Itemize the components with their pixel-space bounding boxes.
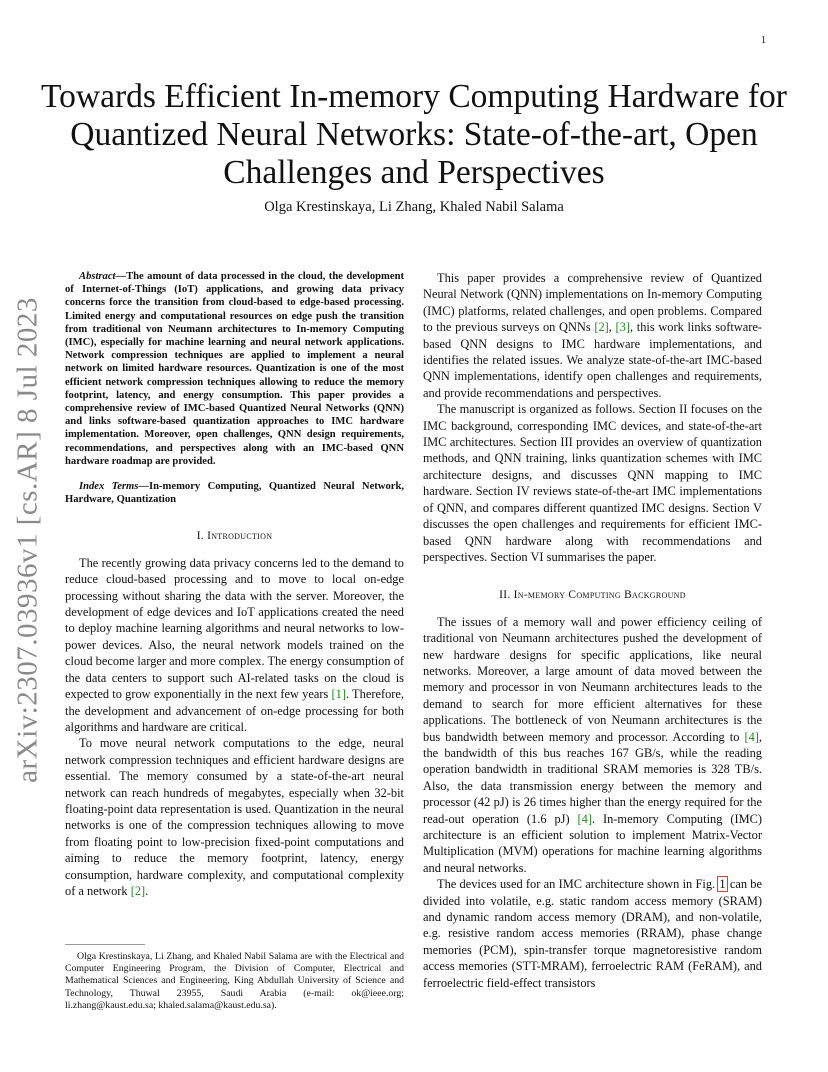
- overview-paragraph: [423, 270, 762, 401]
- citation-link[interactable]: [1]: [331, 687, 346, 702]
- author-list: Olga Krestinskaya, Li Zhang, Khaled Nabil Salama: [264, 199, 564, 215]
- intro-p1-text: The recently growing data privacy concerns led to the demand to reduce cloud-based processing and to move to local on-edge processing without sharing the data with the server. Moreover, the development of edge devices and IoT applications created the need to deploy machine learning algorithms and neural networks to low-power devices. Also, the neural network models trained on the cloud become larger and more complex. The energy consumption of the data centers to support such AI-related tasks on the cloud is expected to grow exponentially in the next few years: [65, 555, 404, 702]
- right-column: [423, 270, 762, 991]
- footnote-text: Olga Krestinskaya, Li Zhang, and Khaled Nabil Salama are with the Electrical and Computer Engineering Program, the Division of Computer, Electrical and Mathematical Sciences and Engineering, King Abdullah University of Science and Technology, Thuwal 23955, Saudi Arabia (e-mail: ok@ieee.org; li.zhang@kaust.edu.sa; khaled.salama@kaust.edu.sa).: [65, 951, 404, 1011]
- arxiv-stamp: [8, 290, 48, 790]
- arxiv-stamp-text: arXiv:2307.03936v1 [cs.AR] 8 Jul 2023: [11, 297, 44, 783]
- footnote-divider: [65, 944, 145, 945]
- organization-paragraph: The manuscript is organized as follows. Section II focuses on the IMC background, corresponding IMC devices, and state-of-the-art IMC architectures. Section III provides an overview of quantization methods, and QNN training, links quantization schemes with IMC architecture designs, and discusses QNN mapping to IMC hardware. Section IV reviews state-of-the-art IMC implementations of QNN, and compares different quantized IMC designs. Section V discusses the open challenges and requirements for efficient IMC-based QNN hardware along with recommendations and perspectives. Section VI summarises the paper.: [423, 402, 762, 564]
- index-terms-text: —In-memory Computing, Quantized Neural Network, Hardware, Quantization: [65, 481, 404, 506]
- abstract-label: Abstract: [79, 271, 116, 282]
- intro-paragraph-1: [65, 555, 404, 735]
- citation-link[interactable]: [3]: [615, 320, 630, 335]
- figure-reference-link[interactable]: 1: [719, 877, 726, 892]
- citation-link[interactable]: [4]: [577, 811, 592, 826]
- intro-p2-text: To move neural network computations to the edge, neural network compression techniques and efficient hardware designs are essential. The memory consumed by a state-of-the-art neural network can reach hundreds of megabytes, especially when 32-bit floating-point data representation is used. Quantization in the neural networks is one of the compression techniques allowing to move from floating point to low-precision fixed-point computations and aiming to reduce the memory footprint, latency, energy consumption, hardware complexity, and computational complexity of a network: [65, 736, 404, 898]
- citation-link[interactable]: [2]: [130, 883, 146, 898]
- overview-text-end: , this work links software-based QNN designs to IMC hardware implementations, and identifies the related issues. We analyze state-of-the-art IMC-based QNN implementations, identify open challenges and requirements, and provide recommendations and perspectives.: [423, 320, 762, 400]
- intro-p1-text-end: . Therefore, the development and advancement of on-edge processing for both algorithms and hardware are critical.: [65, 687, 404, 734]
- affiliation-footnote: [65, 951, 404, 1012]
- imc-p2-text: The devices used for an IMC architecture shown in Fig.: [437, 877, 719, 892]
- paper-title: Towards Efficient In-memory Computing Hardware for Quantized Neural Networks: State-of-the-art, Open Challenges and Perspectives: [41, 78, 787, 191]
- imc-p1-text-mid: , the bandwidth of this bus reaches 167 GB/s, while the reading operation bandwidth in traditional SRAM memories is 328 TB/s. Also, the data transmission energy between the memory and processor (42 pJ) is 26 times higher than the energy required for the read-out operation (1.6 pJ): [423, 729, 762, 826]
- section-heading-imc-background: II. In-memory Computing Background: [499, 589, 686, 602]
- abstract-text: —The amount of data processed in the cloud, the development of Internet-of-Things (IoT) applications, and growing data privacy concerns force the transition from cloud-based to edge-based processing. Limited energy and computational resources on edge push the transition from traditional von Neumann architectures to In-memory Computing (IMC), especially for machine learning and neural network applications. Network compression techniques are applied to implement a neural network on limited hardware resources. Quantization is one of the most efficient network compression techniques allowing to reduce the memory footprint, latency, and energy consumption. This paper provides a comprehensive review of IMC-based Quantized Neural Networks (QNN) and links software-based quantization approaches to IMC hardware implementation. Moreover, open challenges, QNN design requirements, recommendations, and perspectives along with an IMC-based QNN hardware roadmap are provided.: [65, 271, 404, 467]
- imc-paragraph-2: [423, 876, 762, 991]
- index-terms-label: Index Terms: [79, 481, 139, 493]
- citation-link[interactable]: [4]: [744, 729, 759, 744]
- left-column: [65, 270, 404, 899]
- citation-link[interactable]: [2]: [594, 320, 609, 335]
- abstract: [65, 270, 404, 506]
- imc-p2-text-end: can be divided into volatile, e.g. static random access memory (SRAM) and dynamic random access memory (DRAM), and non-volatile, e.g. resistive random access memories (RRAM), phase change memories (PCM), spin-transfer torque magnetoresistive random access memories (STT-MRAM), ferroelectric RAM (FeRAM), and ferroelectric field-effect transistors: [423, 877, 762, 990]
- section-heading-introduction: I. Introduction: [196, 530, 273, 543]
- imc-p1-text-end: . In-memory Computing (IMC) architecture is an efficient solution to implement Matrix-Vector Multiplication (MVM) operations for machine learning algorithms and neural networks.: [423, 811, 762, 875]
- intro-p2-text-end: .: [145, 883, 149, 898]
- index-terms: [65, 480, 404, 506]
- intro-paragraph-2: [65, 735, 404, 899]
- imc-paragraph-1: [423, 614, 762, 877]
- overview-sep: ,: [608, 320, 616, 335]
- imc-p1-text: The issues of a memory wall and power efficiency ceiling of traditional von Neumann architectures pushed the development of new hardware designs for specific applications, like neural networks. Moreover, a large amount of data moved between the memory and processor in von Neumann architectures leads to the demand to search for more efficient alternatives for these applications. The bottleneck of von Neumann architectures is the bus bandwidth between memory and processor. According to: [423, 614, 762, 744]
- overview-text: This paper provides a comprehensive review of Quantized Neural Network (QNN) implementations on In-memory Computing (IMC) platforms, related challenges, and open problems. Compared to the previous surveys on QNNs: [423, 271, 762, 335]
- page-number: 1: [761, 35, 766, 46]
